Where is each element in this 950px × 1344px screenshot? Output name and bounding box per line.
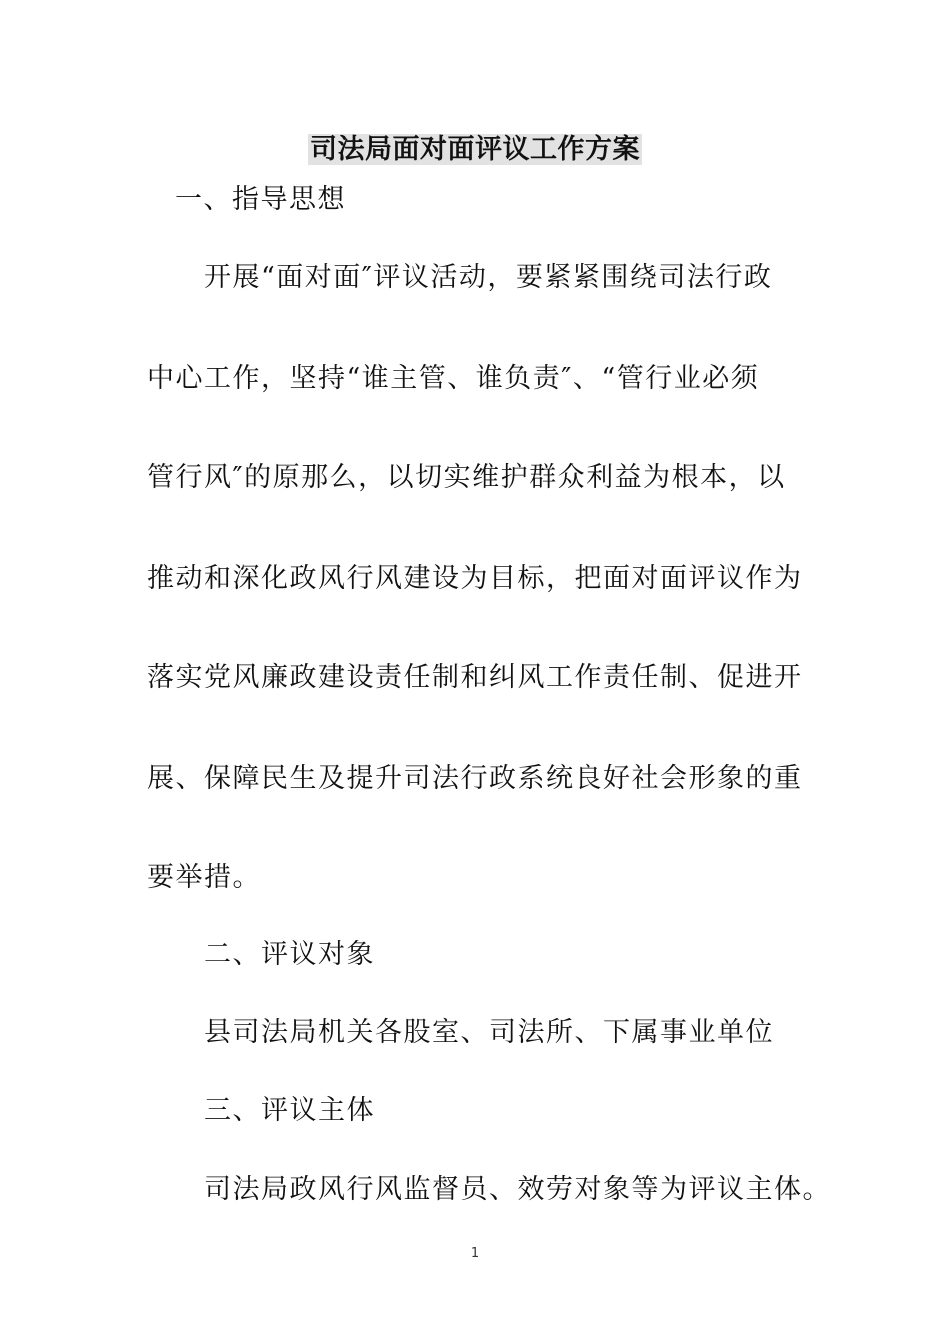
section-heading-evaluation-targets: 二、评议对象 (204, 939, 375, 970)
document-title (0, 130, 950, 170)
paragraph-line: 开展“面对面″评议活动，要紧紧围绕司法行政 (204, 262, 773, 293)
section-heading-guiding-thought: 一、指导思想 (175, 184, 346, 215)
paragraph-line: 管行风″的原那么，以切实维护群众利益为根本，以 (147, 462, 786, 493)
paragraph-line: 中心工作，坚持“谁主管、谁负责″、“管行业必须 (147, 363, 760, 394)
section-heading-evaluation-subjects: 三、评议主体 (204, 1095, 375, 1126)
evaluation-subjects-text: 司法局政风行风监督员、效劳对象等为评议主体。 (204, 1174, 831, 1205)
paragraph-line: 落实党风廉政建设责任制和纠风工作责任制、促进开 (147, 662, 803, 693)
evaluation-targets-text: 县司法局机关各股室、司法所、下属事业单位 (204, 1017, 774, 1048)
document-title-text: 司法局面对面评议工作方案 (310, 134, 640, 165)
paragraph-line: 推动和深化政风行风建设为目标，把面对面评议作为 (147, 563, 803, 594)
paragraph-line: 展、保障民生及提升司法行政系统良好社会形象的重 (147, 763, 803, 794)
paragraph-line: 要举措。 (147, 862, 261, 893)
page-number: 1 (470, 1246, 480, 1261)
